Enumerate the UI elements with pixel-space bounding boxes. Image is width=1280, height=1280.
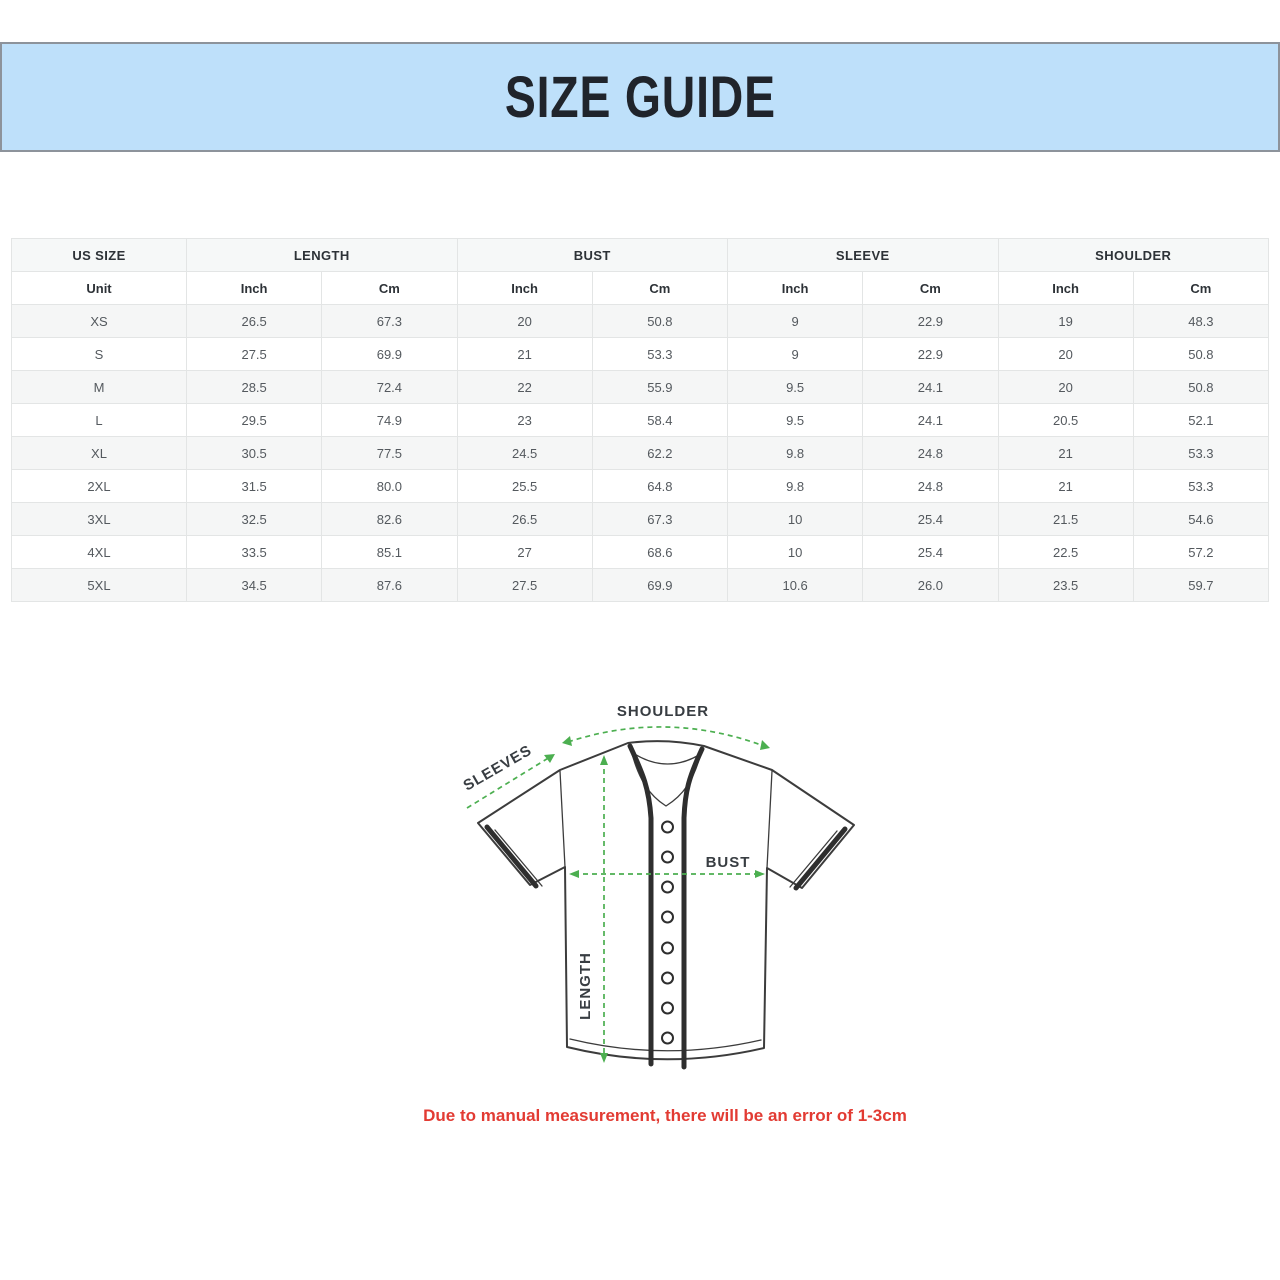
size-table-header (12, 239, 1269, 305)
unit-cell: Inch (728, 272, 863, 305)
table-row (12, 404, 1269, 437)
table-row (12, 437, 1269, 470)
value-cell: 58.4 (592, 404, 727, 437)
value-cell: 31.5 (187, 470, 322, 503)
unit-cell: Inch (457, 272, 592, 305)
value-cell: 25.4 (863, 503, 998, 536)
size-table-body (12, 305, 1269, 602)
value-cell: 30.5 (187, 437, 322, 470)
right-sleeve-seam (767, 771, 772, 868)
value-cell: 54.6 (1133, 503, 1268, 536)
unit-header-row (12, 272, 1269, 305)
value-cell: 27.5 (187, 338, 322, 371)
table-row (12, 305, 1269, 338)
value-cell: 26.0 (863, 569, 998, 602)
value-cell: 21 (998, 437, 1133, 470)
value-cell: 68.6 (592, 536, 727, 569)
jersey-diagram (440, 690, 885, 1110)
value-cell: 87.6 (322, 569, 457, 602)
value-cell: 77.5 (322, 437, 457, 470)
value-cell: 50.8 (1133, 338, 1268, 371)
value-cell: 25.4 (863, 536, 998, 569)
table-row (12, 503, 1269, 536)
group-header-bust: BUST (457, 239, 728, 272)
size-cell: S (12, 338, 187, 371)
table-row (12, 371, 1269, 404)
value-cell: 67.3 (322, 305, 457, 338)
value-cell: 24.5 (457, 437, 592, 470)
value-cell: 80.0 (322, 470, 457, 503)
value-cell: 50.8 (592, 305, 727, 338)
value-cell: 59.7 (1133, 569, 1268, 602)
button (662, 912, 673, 923)
value-cell: 22.9 (863, 305, 998, 338)
button (662, 1033, 673, 1044)
shoulder-measure-line (568, 727, 764, 746)
unit-cell: Cm (322, 272, 457, 305)
button (662, 852, 673, 863)
value-cell: 21 (457, 338, 592, 371)
unit-cell: Cm (1133, 272, 1268, 305)
left-cuff-band (487, 827, 536, 886)
table-row (12, 569, 1269, 602)
value-cell: 20 (998, 371, 1133, 404)
button (662, 943, 673, 954)
group-header-row (12, 239, 1269, 272)
value-cell: 55.9 (592, 371, 727, 404)
group-header-length: LENGTH (187, 239, 458, 272)
value-cell: 25.5 (457, 470, 592, 503)
value-cell: 50.8 (1133, 371, 1268, 404)
value-cell: 20 (998, 338, 1133, 371)
size-guide-banner (0, 42, 1280, 152)
value-cell: 23 (457, 404, 592, 437)
unit-cell: Unit (12, 272, 187, 305)
size-cell: L (12, 404, 187, 437)
unit-cell: Inch (998, 272, 1133, 305)
shoulder-label: SHOULDER (616, 703, 710, 720)
length-label: LENGTH (577, 952, 594, 1020)
group-header-shoulder: SHOULDER (998, 239, 1269, 272)
shoulder-arrow-left-icon (562, 736, 572, 746)
value-cell: 10 (728, 536, 863, 569)
value-cell: 53.3 (592, 338, 727, 371)
value-cell: 64.8 (592, 470, 727, 503)
value-cell: 9.8 (728, 437, 863, 470)
value-cell: 9.8 (728, 470, 863, 503)
size-cell: XL (12, 437, 187, 470)
right-cuff-band (796, 829, 845, 888)
value-cell: 9.5 (728, 404, 863, 437)
value-cell: 62.2 (592, 437, 727, 470)
sleeves-arrow-icon (544, 754, 555, 763)
unit-cell: Cm (592, 272, 727, 305)
table-row (12, 470, 1269, 503)
value-cell: 82.6 (322, 503, 457, 536)
group-header-us-size: US SIZE (12, 239, 187, 272)
value-cell: 85.1 (322, 536, 457, 569)
value-cell: 19 (998, 305, 1133, 338)
value-cell: 67.3 (592, 503, 727, 536)
value-cell: 9 (728, 338, 863, 371)
left-cuff-edge (495, 830, 542, 886)
value-cell: 27.5 (457, 569, 592, 602)
table-row (12, 536, 1269, 569)
unit-cell: Inch (187, 272, 322, 305)
value-cell: 24.8 (863, 437, 998, 470)
collar-back-seam (633, 753, 699, 764)
size-cell: 2XL (12, 470, 187, 503)
value-cell: 24.1 (863, 404, 998, 437)
measurement-note: Due to manual measurement, there will be an error of 1-3cm (423, 1106, 907, 1125)
value-cell: 57.2 (1133, 536, 1268, 569)
size-cell: 4XL (12, 536, 187, 569)
value-cell: 27 (457, 536, 592, 569)
value-cell: 20 (457, 305, 592, 338)
value-cell: 69.9 (592, 569, 727, 602)
value-cell: 9.5 (728, 371, 863, 404)
left-sleeve-seam (560, 771, 565, 867)
value-cell: 32.5 (187, 503, 322, 536)
value-cell: 28.5 (187, 371, 322, 404)
value-cell: 22.5 (998, 536, 1133, 569)
value-cell: 10 (728, 503, 863, 536)
value-cell: 53.3 (1133, 437, 1268, 470)
value-cell: 26.5 (457, 503, 592, 536)
value-cell: 29.5 (187, 404, 322, 437)
value-cell: 23.5 (998, 569, 1133, 602)
value-cell: 9 (728, 305, 863, 338)
page-title: SIZE GUIDE (504, 64, 776, 130)
button (662, 1003, 673, 1014)
length-arrow-bottom-icon (600, 1053, 608, 1063)
group-header-sleeve: SLEEVE (728, 239, 999, 272)
button-column (662, 822, 673, 1044)
right-cuff-edge (790, 831, 837, 887)
value-cell: 10.6 (728, 569, 863, 602)
value-cell: 22.9 (863, 338, 998, 371)
value-cell: 53.3 (1133, 470, 1268, 503)
size-cell: 3XL (12, 503, 187, 536)
button (662, 973, 673, 984)
length-arrow-top-icon (600, 755, 608, 765)
table-row (12, 338, 1269, 371)
value-cell: 21.5 (998, 503, 1133, 536)
value-cell: 72.4 (322, 371, 457, 404)
value-cell: 21 (998, 470, 1133, 503)
value-cell: 34.5 (187, 569, 322, 602)
value-cell: 20.5 (998, 404, 1133, 437)
button (662, 822, 673, 833)
size-cell: M (12, 371, 187, 404)
value-cell: 48.3 (1133, 305, 1268, 338)
value-cell: 69.9 (322, 338, 457, 371)
button (662, 882, 673, 893)
value-cell: 74.9 (322, 404, 457, 437)
shoulder-arrow-right-icon (760, 740, 770, 750)
value-cell: 33.5 (187, 536, 322, 569)
bust-arrow-left-icon (569, 870, 579, 878)
value-cell: 52.1 (1133, 404, 1268, 437)
value-cell: 24.1 (863, 371, 998, 404)
unit-cell: Cm (863, 272, 998, 305)
sleeves-label: SLEEVES (460, 741, 535, 795)
size-cell: XS (12, 305, 187, 338)
bust-label: BUST (705, 854, 751, 871)
placket-left (630, 746, 651, 1064)
size-table (11, 238, 1269, 602)
bust-arrow-right-icon (755, 870, 765, 878)
placket-right (684, 749, 702, 1067)
value-cell: 26.5 (187, 305, 322, 338)
size-cell: 5XL (12, 569, 187, 602)
value-cell: 24.8 (863, 470, 998, 503)
value-cell: 22 (457, 371, 592, 404)
